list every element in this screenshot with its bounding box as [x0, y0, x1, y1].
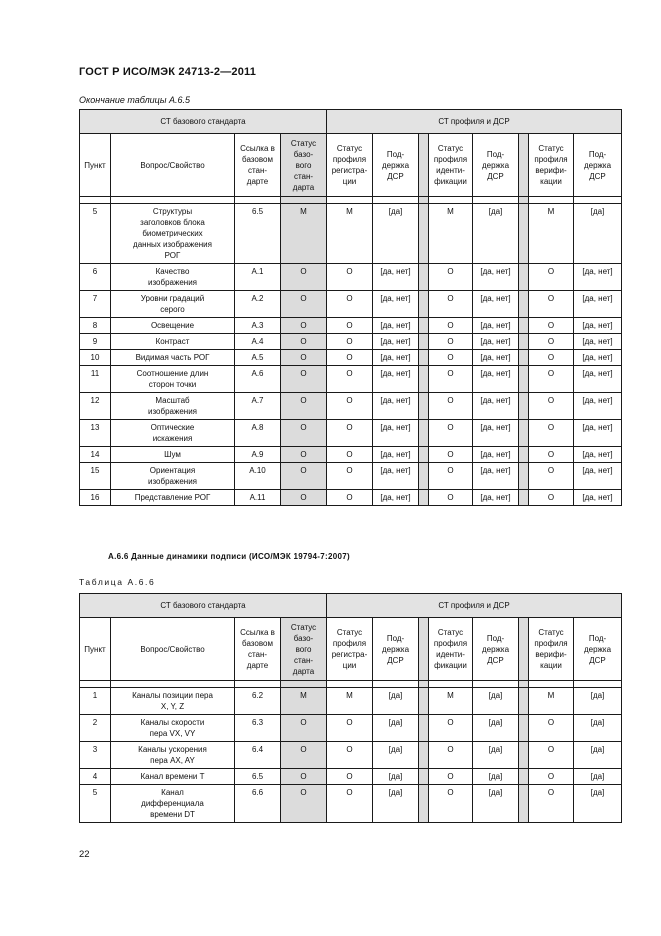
cell-question: Уровни градаций серого — [111, 291, 235, 318]
col-header-verification-status: Статус профиля верифи- кации — [529, 618, 574, 681]
cell-registration-status: O — [327, 490, 373, 506]
cell-item: 7 — [80, 291, 111, 318]
cell-base-status: O — [281, 420, 327, 447]
cell-item: 5 — [80, 204, 111, 264]
cell-item: 3 — [80, 742, 111, 769]
cell-registration-status: M — [327, 688, 373, 715]
col-header-support-3: Под- держка ДСР — [574, 618, 622, 681]
cell-support: [да, нет] — [373, 447, 419, 463]
shaded-separator — [419, 318, 429, 334]
cell-reference: 6.5 — [235, 204, 281, 264]
col-header-verification-status: Статус профиля верифи- кации — [529, 134, 574, 197]
cell-registration-status: O — [327, 350, 373, 366]
cell-support: [да] — [473, 715, 519, 742]
table-a65 — [79, 109, 622, 506]
cell-item: 4 — [80, 769, 111, 785]
cell-support: [да, нет] — [473, 291, 519, 318]
shaded-separator — [519, 447, 529, 463]
cell-verification-status: O — [529, 490, 574, 506]
cell-verification-status: O — [529, 350, 574, 366]
header-group-profile: СТ профиля и ДСР — [327, 110, 622, 134]
cell-support: [да, нет] — [574, 366, 622, 393]
cell-identification-status: O — [429, 393, 473, 420]
cell-support: [да, нет] — [473, 366, 519, 393]
col-header-support-3: Под- держка ДСР — [574, 134, 622, 197]
cell-reference: 6.6 — [235, 785, 281, 823]
shaded-separator — [419, 366, 429, 393]
shaded-separator — [519, 204, 529, 264]
cell-support: [да, нет] — [373, 350, 419, 366]
cell-identification-status: O — [429, 420, 473, 447]
cell-base-status: M — [281, 204, 327, 264]
cell-verification-status: M — [529, 204, 574, 264]
cell-item: 5 — [80, 785, 111, 823]
cell-registration-status: O — [327, 715, 373, 742]
col-header-registration-status: Статус профиля регистра- ции — [327, 618, 373, 681]
cell-registration-status: O — [327, 318, 373, 334]
shaded-separator — [419, 742, 429, 769]
cell-reference: А.5 — [235, 350, 281, 366]
cell-support: [да, нет] — [373, 420, 419, 447]
cell-question: Каналы скорости пера VX, VY — [111, 715, 235, 742]
cell-support: [да] — [473, 688, 519, 715]
shaded-separator — [419, 420, 429, 447]
shaded-separator — [419, 490, 429, 506]
cell-support: [да, нет] — [574, 393, 622, 420]
cell-base-status: O — [281, 291, 327, 318]
shaded-separator — [419, 204, 429, 264]
cell-identification-status: O — [429, 334, 473, 350]
shaded-separator — [419, 334, 429, 350]
shaded-separator — [519, 366, 529, 393]
shaded-separator — [519, 264, 529, 291]
cell-identification-status: O — [429, 715, 473, 742]
cell-support: [да, нет] — [473, 420, 519, 447]
cell-item: 12 — [80, 393, 111, 420]
page-number: 22 — [79, 849, 90, 860]
cell-support: [да, нет] — [373, 291, 419, 318]
cell-base-status: O — [281, 490, 327, 506]
cell-reference: 6.4 — [235, 742, 281, 769]
cell-reference: А.11 — [235, 490, 281, 506]
cell-support: [да, нет] — [373, 463, 419, 490]
shaded-separator — [519, 318, 529, 334]
cell-question: Соотношение длин сторон точки — [111, 366, 235, 393]
cell-verification-status: O — [529, 420, 574, 447]
cell-question: Качество изображения — [111, 264, 235, 291]
cell-item: 1 — [80, 688, 111, 715]
cell-support: [да] — [574, 715, 622, 742]
col-header-base-status: Статус базо- вого стан- дарта — [281, 134, 327, 197]
table-a66-body — [80, 688, 622, 823]
table-row — [80, 447, 622, 463]
cell-support: [да, нет] — [373, 334, 419, 350]
cell-reference: А.7 — [235, 393, 281, 420]
cell-base-status: O — [281, 742, 327, 769]
cell-item: 9 — [80, 334, 111, 350]
cell-identification-status: O — [429, 350, 473, 366]
cell-reference: 6.5 — [235, 769, 281, 785]
document-header: ГОСТ Р ИСО/МЭК 24713-2—2011 — [79, 66, 257, 78]
col-header-question: Вопрос/Свойство — [111, 618, 235, 681]
cell-question: Контраст — [111, 334, 235, 350]
cell-item: 10 — [80, 350, 111, 366]
cell-registration-status: O — [327, 742, 373, 769]
table-row — [80, 366, 622, 393]
table-row — [80, 742, 622, 769]
table-row — [80, 715, 622, 742]
cell-verification-status: O — [529, 366, 574, 393]
col-header-registration-status: Статус профиля регистра- ции — [327, 134, 373, 197]
cell-base-status: O — [281, 366, 327, 393]
cell-item: 13 — [80, 420, 111, 447]
cell-base-status: O — [281, 715, 327, 742]
cell-support: [да, нет] — [473, 463, 519, 490]
cell-base-status: O — [281, 393, 327, 420]
cell-verification-status: M — [529, 688, 574, 715]
table-row — [80, 291, 622, 318]
cell-reference: 6.2 — [235, 688, 281, 715]
cell-verification-status: O — [529, 715, 574, 742]
cell-support: [да] — [373, 688, 419, 715]
section-heading: А.6.6 Данные динамики подписи (ИСО/МЭК 19794-7:2007) — [108, 552, 350, 561]
cell-verification-status: O — [529, 447, 574, 463]
cell-reference: А.4 — [235, 334, 281, 350]
cell-verification-status: O — [529, 463, 574, 490]
cell-question: Шум — [111, 447, 235, 463]
shaded-separator — [519, 769, 529, 785]
table-row — [80, 204, 622, 264]
cell-reference: А.3 — [235, 318, 281, 334]
cell-identification-status: O — [429, 264, 473, 291]
cell-reference: А.6 — [235, 366, 281, 393]
shaded-separator — [419, 264, 429, 291]
cell-question: Структуры заголовков блока биометрических данных изображения РОГ — [111, 204, 235, 264]
cell-support: [да, нет] — [574, 334, 622, 350]
shaded-separator — [519, 350, 529, 366]
cell-support: [да] — [574, 204, 622, 264]
cell-support: [да] — [373, 742, 419, 769]
cell-support: [да] — [473, 204, 519, 264]
cell-base-status: M — [281, 688, 327, 715]
cell-identification-status: O — [429, 447, 473, 463]
col-header-reference: Ссылка в базовом стан- дарте — [235, 134, 281, 197]
cell-base-status: O — [281, 447, 327, 463]
cell-identification-status: O — [429, 769, 473, 785]
shaded-separator — [519, 134, 529, 197]
cell-question: Оптические искажения — [111, 420, 235, 447]
header-group-profile: СТ профиля и ДСР — [327, 594, 622, 618]
cell-identification-status: M — [429, 688, 473, 715]
shaded-separator — [419, 447, 429, 463]
cell-reference: А.10 — [235, 463, 281, 490]
cell-identification-status: O — [429, 490, 473, 506]
cell-question: Каналы ускорения пера AX, AY — [111, 742, 235, 769]
cell-question: Масштаб изображения — [111, 393, 235, 420]
shaded-separator — [519, 785, 529, 823]
cell-support: [да, нет] — [473, 393, 519, 420]
cell-verification-status: O — [529, 318, 574, 334]
col-header-identification-status: Статус профиля иденти- фикации — [429, 618, 473, 681]
col-header-identification-status: Статус профиля иденти- фикации — [429, 134, 473, 197]
table-row — [80, 350, 622, 366]
table-a65-body — [80, 204, 622, 506]
table-a66 — [79, 593, 622, 823]
cell-verification-status: O — [529, 264, 574, 291]
cell-support: [да, нет] — [473, 447, 519, 463]
cell-verification-status: O — [529, 334, 574, 350]
shaded-separator — [519, 420, 529, 447]
table-row — [80, 463, 622, 490]
cell-support: [да, нет] — [574, 291, 622, 318]
cell-reference: А.1 — [235, 264, 281, 291]
shaded-separator — [519, 715, 529, 742]
table-row — [80, 264, 622, 291]
cell-registration-status: O — [327, 420, 373, 447]
cell-question: Канал времени T — [111, 769, 235, 785]
table-row — [80, 420, 622, 447]
table-caption: Таблица А.6.6 — [79, 577, 156, 587]
table-row — [80, 769, 622, 785]
cell-support: [да, нет] — [574, 490, 622, 506]
cell-question: Видимая часть РОГ — [111, 350, 235, 366]
shaded-separator — [419, 350, 429, 366]
cell-item: 2 — [80, 715, 111, 742]
shaded-separator — [519, 334, 529, 350]
cell-support: [да] — [373, 785, 419, 823]
cell-support: [да, нет] — [473, 334, 519, 350]
cell-registration-status: M — [327, 204, 373, 264]
shaded-separator — [419, 688, 429, 715]
cell-question: Каналы позиции пера X, Y, Z — [111, 688, 235, 715]
cell-base-status: O — [281, 350, 327, 366]
shaded-separator — [519, 490, 529, 506]
cell-support: [да, нет] — [473, 264, 519, 291]
cell-item: 14 — [80, 447, 111, 463]
cell-support: [да] — [574, 769, 622, 785]
cell-support: [да, нет] — [373, 393, 419, 420]
table-row — [80, 318, 622, 334]
cell-support: [да] — [574, 785, 622, 823]
cell-support: [да] — [574, 688, 622, 715]
cell-identification-status: O — [429, 785, 473, 823]
shaded-separator — [519, 463, 529, 490]
cell-base-status: O — [281, 318, 327, 334]
cell-registration-status: O — [327, 447, 373, 463]
table-row — [80, 393, 622, 420]
shaded-separator — [419, 291, 429, 318]
shaded-separator — [419, 785, 429, 823]
shaded-separator — [519, 618, 529, 681]
cell-verification-status: O — [529, 769, 574, 785]
cell-question: Ориентация изображения — [111, 463, 235, 490]
shaded-separator — [519, 393, 529, 420]
col-header-reference: Ссылка в базовом стан- дарте — [235, 618, 281, 681]
cell-support: [да, нет] — [574, 447, 622, 463]
cell-question: Представление РОГ — [111, 490, 235, 506]
shaded-separator — [419, 715, 429, 742]
cell-question: Канал дифференциала времени DT — [111, 785, 235, 823]
cell-support: [да, нет] — [473, 490, 519, 506]
cell-support: [да] — [473, 742, 519, 769]
cell-base-status: O — [281, 264, 327, 291]
cell-reference: 6.3 — [235, 715, 281, 742]
cell-registration-status: O — [327, 393, 373, 420]
header-group-base-standard: СТ базового стандарта — [80, 594, 327, 618]
cell-support: [да, нет] — [574, 420, 622, 447]
cell-item: 11 — [80, 366, 111, 393]
cell-support: [да, нет] — [373, 264, 419, 291]
cell-verification-status: O — [529, 742, 574, 769]
cell-verification-status: O — [529, 785, 574, 823]
cell-support: [да, нет] — [473, 318, 519, 334]
cell-base-status: O — [281, 463, 327, 490]
cell-registration-status: O — [327, 264, 373, 291]
cell-item: 15 — [80, 463, 111, 490]
cell-identification-status: O — [429, 742, 473, 769]
col-header-item: Пункт — [80, 618, 111, 681]
cell-registration-status: O — [327, 769, 373, 785]
cell-support: [да, нет] — [574, 350, 622, 366]
cell-registration-status: O — [327, 334, 373, 350]
header-group-base-standard: СТ базового стандарта — [80, 110, 327, 134]
table-row — [80, 490, 622, 506]
shaded-separator — [419, 134, 429, 197]
cell-item: 6 — [80, 264, 111, 291]
cell-reference: А.8 — [235, 420, 281, 447]
cell-support: [да] — [574, 742, 622, 769]
cell-registration-status: O — [327, 366, 373, 393]
cell-support: [да, нет] — [373, 366, 419, 393]
cell-verification-status: O — [529, 393, 574, 420]
col-header-item: Пункт — [80, 134, 111, 197]
cell-question: Освещение — [111, 318, 235, 334]
cell-item: 16 — [80, 490, 111, 506]
cell-support: [да, нет] — [473, 350, 519, 366]
cell-identification-status: O — [429, 318, 473, 334]
cell-support: [да, нет] — [574, 463, 622, 490]
cell-support: [да] — [473, 785, 519, 823]
cell-registration-status: O — [327, 463, 373, 490]
cell-verification-status: O — [529, 291, 574, 318]
cell-support: [да] — [473, 769, 519, 785]
shaded-separator — [519, 291, 529, 318]
shaded-separator — [419, 618, 429, 681]
cell-base-status: O — [281, 334, 327, 350]
cell-identification-status: O — [429, 291, 473, 318]
cell-base-status: O — [281, 785, 327, 823]
cell-support: [да] — [373, 204, 419, 264]
col-header-support-1: Под- держка ДСР — [373, 134, 419, 197]
shaded-separator — [519, 742, 529, 769]
table-continuation-caption: Окончание таблицы А.6.5 — [79, 95, 190, 105]
col-header-base-status: Статус базо- вого стан- дарта — [281, 618, 327, 681]
cell-base-status: O — [281, 769, 327, 785]
cell-reference: А.9 — [235, 447, 281, 463]
col-header-support-2: Под- держка ДСР — [473, 618, 519, 681]
table-row — [80, 334, 622, 350]
shaded-separator — [419, 769, 429, 785]
shaded-separator — [519, 688, 529, 715]
cell-support: [да, нет] — [574, 318, 622, 334]
shaded-separator — [419, 393, 429, 420]
cell-reference: А.2 — [235, 291, 281, 318]
cell-identification-status: M — [429, 204, 473, 264]
shaded-separator — [419, 463, 429, 490]
col-header-support-2: Под- держка ДСР — [473, 134, 519, 197]
cell-support: [да, нет] — [373, 318, 419, 334]
cell-support: [да] — [373, 769, 419, 785]
cell-item: 8 — [80, 318, 111, 334]
cell-identification-status: O — [429, 463, 473, 490]
table-row — [80, 688, 622, 715]
cell-registration-status: O — [327, 785, 373, 823]
col-header-support-1: Под- держка ДСР — [373, 618, 419, 681]
cell-support: [да] — [373, 715, 419, 742]
col-header-question: Вопрос/Свойство — [111, 134, 235, 197]
cell-support: [да, нет] — [574, 264, 622, 291]
cell-identification-status: O — [429, 366, 473, 393]
table-row — [80, 785, 622, 823]
cell-registration-status: O — [327, 291, 373, 318]
cell-support: [да, нет] — [373, 490, 419, 506]
